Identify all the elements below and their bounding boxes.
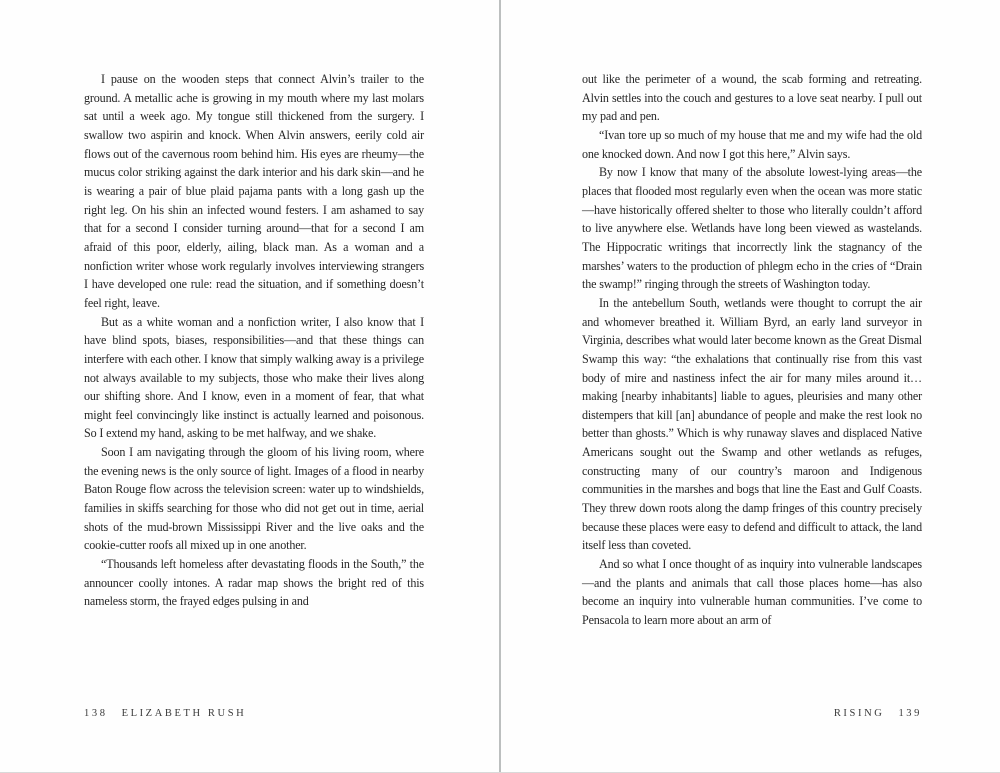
right-page-text: [582, 70, 922, 630]
running-head-title: RISING: [833, 708, 885, 719]
left-page-footer: [84, 708, 246, 719]
paragraph: But as a white woman and a nonfiction writer, I also know that I have blind spots, biases, responsibilities—and that these things can interfere with each other. I know that simply walking away is a privilege not always available to my subjects, those who make their lives along our shifting shore. And I know, even in a moment of fear, that what might feel convincingly like instinct is actually learned and poisonous. So I extend my hand, asking to be met halfway, and we shake.: [84, 314, 424, 441]
paragraph: In the antebellum South, wetlands were thought to corrupt the air and whomever breathed it. William Byrd, an early land surveyor in Virginia, describes what would later become known as the Great Dismal Swamp this way: “the exhalations that continually rise from this vast body of mire and nastiness infect the air for many miles around it…making [nearby inhabitants] liable to agues, pleurisies and many other distempers that kill [an] abundance of people and make the rest look no better than ghosts.” Which is why runaway slaves and displaced Native Americans sought out the Swamp and other wetlands as refuges, constructing many of our country’s maroon and Indigenous communities in the marshes and bogs that line the East and Gulf Coasts. They threw down roots along the damp fringes of this country precisely because these places were easy to defend and difficult to attack, the land itself less than coveted.: [582, 295, 922, 553]
paragraph: Soon I am navigating through the gloom of his living room, where the evening news is the only source of light. Images of a flood in nearby Baton Rouge flow across the television screen: water up to windshields, families in skiffs searching for those who did not get out in time, aerial shots of the mud-brown Mississippi River and the live oaks and the cookie-cutter roofs all mixed up in one another.: [84, 445, 424, 553]
paragraph: By now I know that many of the absolute lowest-lying areas—the places that flooded most regularly even when the ocean was more static—have historically offered shelter to those who literally couldn’t afford to live anywhere else. Wetlands have long been viewed as wastelands. The Hippocratic writings that incorrectly link the stagnancy of the marshes’ waters to the production of phlegm echo in the cries of “Drain the swamp!” ringing through the streets of Washington today.: [582, 165, 922, 292]
right-page-footer: [582, 708, 922, 719]
running-head-author: ELIZABETH RUSH: [121, 708, 247, 719]
paragraph: And so what I once thought of as inquiry into vulnerable landscapes—and the plants and animals that call those places home—has also become an inquiry into vulnerable human communities. I’ve come to Pensacola to learn more about an arm of: [582, 557, 922, 628]
right-page: [500, 0, 1000, 773]
right-page-number: 139: [898, 708, 922, 719]
paragraph: “Thousands left homeless after devastating floods in the South,” the announcer coolly intones. A radar map shows the bright red of this nameless storm, the frayed edges pulsing in and: [84, 557, 424, 609]
left-page-number: 138: [84, 708, 108, 719]
paragraph: I pause on the wooden steps that connect Alvin’s trailer to the ground. A metallic ache is growing in my mouth where my last molars sat until a week ago. My tongue still thickened from the surgery. I swallow two aspirin and knock. When Alvin answers, eerily cold air flows out of the cavernous room behind him. His eyes are rheumy—the mucus color striking against the dark interior and his dark skin—and he is wearing a pair of blue plaid pajama pants with a long gash up the right leg. On his shin an infected wound festers. I am ashamed to say that for a second I consider turning around—that for a second I am afraid of this poor, elderly, ailing, black man. As a woman and a nonfiction writer whose work regularly involves interviewing strangers I have developed one rule: read the situation, and if something doesn’t feel right, leave.: [84, 72, 424, 310]
left-page-text: [84, 70, 424, 611]
paragraph: out like the perimeter of a wound, the scab forming and retreating. Alvin settles into the couch and gestures to a love seat nearby. I pull out my pad and pen.: [582, 72, 922, 124]
paragraph: “Ivan tore up so much of my house that me and my wife had the old one knocked down. And now I got this here,” Alvin says.: [582, 127, 922, 161]
